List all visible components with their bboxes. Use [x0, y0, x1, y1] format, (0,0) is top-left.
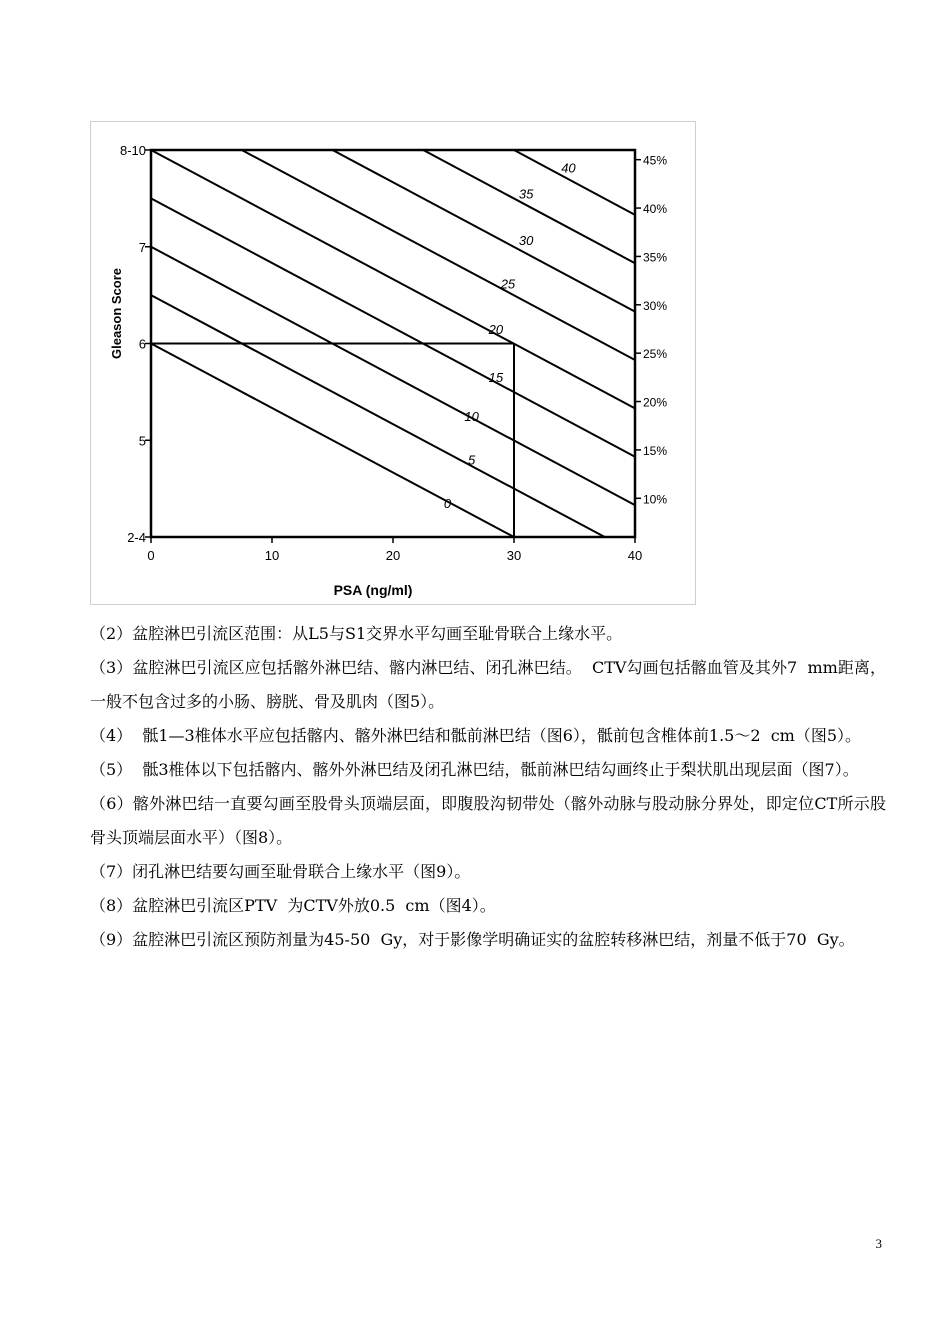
right-axis-label-35%: 35%	[643, 250, 668, 265]
series-line-30	[333, 150, 636, 312]
body-text	[90, 617, 886, 957]
page-number: 3	[875, 1236, 882, 1251]
y-axis-title: Gleason Score	[109, 267, 124, 360]
nomogram-figure	[90, 121, 696, 605]
nomogram-chart	[91, 122, 697, 606]
series-label-15: 15	[488, 370, 504, 386]
series-line-20	[151, 150, 635, 408]
x-tick-label-20: 20	[385, 548, 401, 563]
series-label-35: 35	[518, 186, 534, 202]
right-axis-label-25%: 25%	[643, 347, 668, 362]
right-axis-label-40%: 40%	[643, 202, 668, 217]
x-tick-label-10: 10	[264, 548, 280, 563]
paragraph-6: （6）髂外淋巴结一直要勾画至股骨头顶端层面，即腹股沟韧带处（髂外动脉与股动脉分界处，即定位CT所示股骨头顶端层面水平）（图8）。	[90, 794, 886, 847]
series-label-20: 20	[488, 321, 504, 337]
y-tick-label-6: 6	[138, 336, 146, 352]
series-line-15	[151, 198, 635, 456]
paragraph-9: （9）盆腔淋巴引流区预防剂量为45-50 Gy，对于影像学明确证实的盆腔转移淋巴结，剂量不低于70 Gy。	[90, 930, 855, 949]
x-tick-label-40: 40	[627, 548, 643, 563]
paragraph-2: （2）盆腔淋巴引流区范围：从L5与S1交界水平勾画至耻骨联合上缘水平。	[90, 624, 623, 643]
series-label-25: 25	[500, 276, 516, 292]
y-tick-label-8-10: 8-10	[119, 143, 146, 158]
x-tick-label-0: 0	[147, 548, 155, 563]
y-tick-label-7: 7	[138, 239, 146, 255]
series-label-0: 0	[443, 495, 452, 511]
paragraph-5: （5） 骶3椎体以下包括髂内、髂外外淋巴结及闭孔淋巴结，骶前淋巴结勾画终止于梨状肌出现层面（图7）。	[90, 760, 859, 779]
paragraph-3: （3）盆腔淋巴引流区应包括髂外淋巴结、髂内淋巴结、闭孔淋巴结。 CTV勾画包括髂血管及其外7 mm距离，一般不包含过多的小肠、膀胱、骨及肌肉（图5）。	[90, 658, 886, 711]
series-line-25	[242, 150, 635, 360]
x-axis-title: PSA (ng/ml)	[333, 582, 413, 598]
y-tick-label-2-4: 2-4	[127, 530, 146, 545]
series-line-0	[151, 344, 514, 538]
paragraph-4: （4） 骶1—3椎体水平应包括髂内、髂外淋巴结和骶前淋巴结（图6），骶前包含椎体前1.5～2 cm（图5）。	[90, 726, 862, 745]
series-label-40: 40	[561, 160, 576, 176]
series-label-10: 10	[464, 408, 479, 424]
paragraph-7: （7）闭孔淋巴结要勾画至耻骨联合上缘水平（图9）。	[90, 862, 471, 881]
x-tick-label-30: 30	[506, 548, 522, 563]
series-line-10	[151, 247, 635, 505]
y-tick-label-5: 5	[138, 433, 146, 449]
right-axis-label-30%: 30%	[643, 298, 668, 313]
right-axis-label-15%: 15%	[643, 443, 668, 458]
right-axis-label-10%: 10%	[643, 492, 668, 507]
series-label-5: 5	[468, 452, 476, 468]
right-axis-label-20%: 20%	[643, 395, 668, 410]
series-line-5	[151, 295, 605, 537]
right-axis-label-45%: 45%	[643, 153, 668, 168]
series-label-30: 30	[518, 232, 534, 248]
paragraph-8: （8）盆腔淋巴引流区PTV 为CTV外放0.5 cm（图4）。	[90, 896, 496, 915]
